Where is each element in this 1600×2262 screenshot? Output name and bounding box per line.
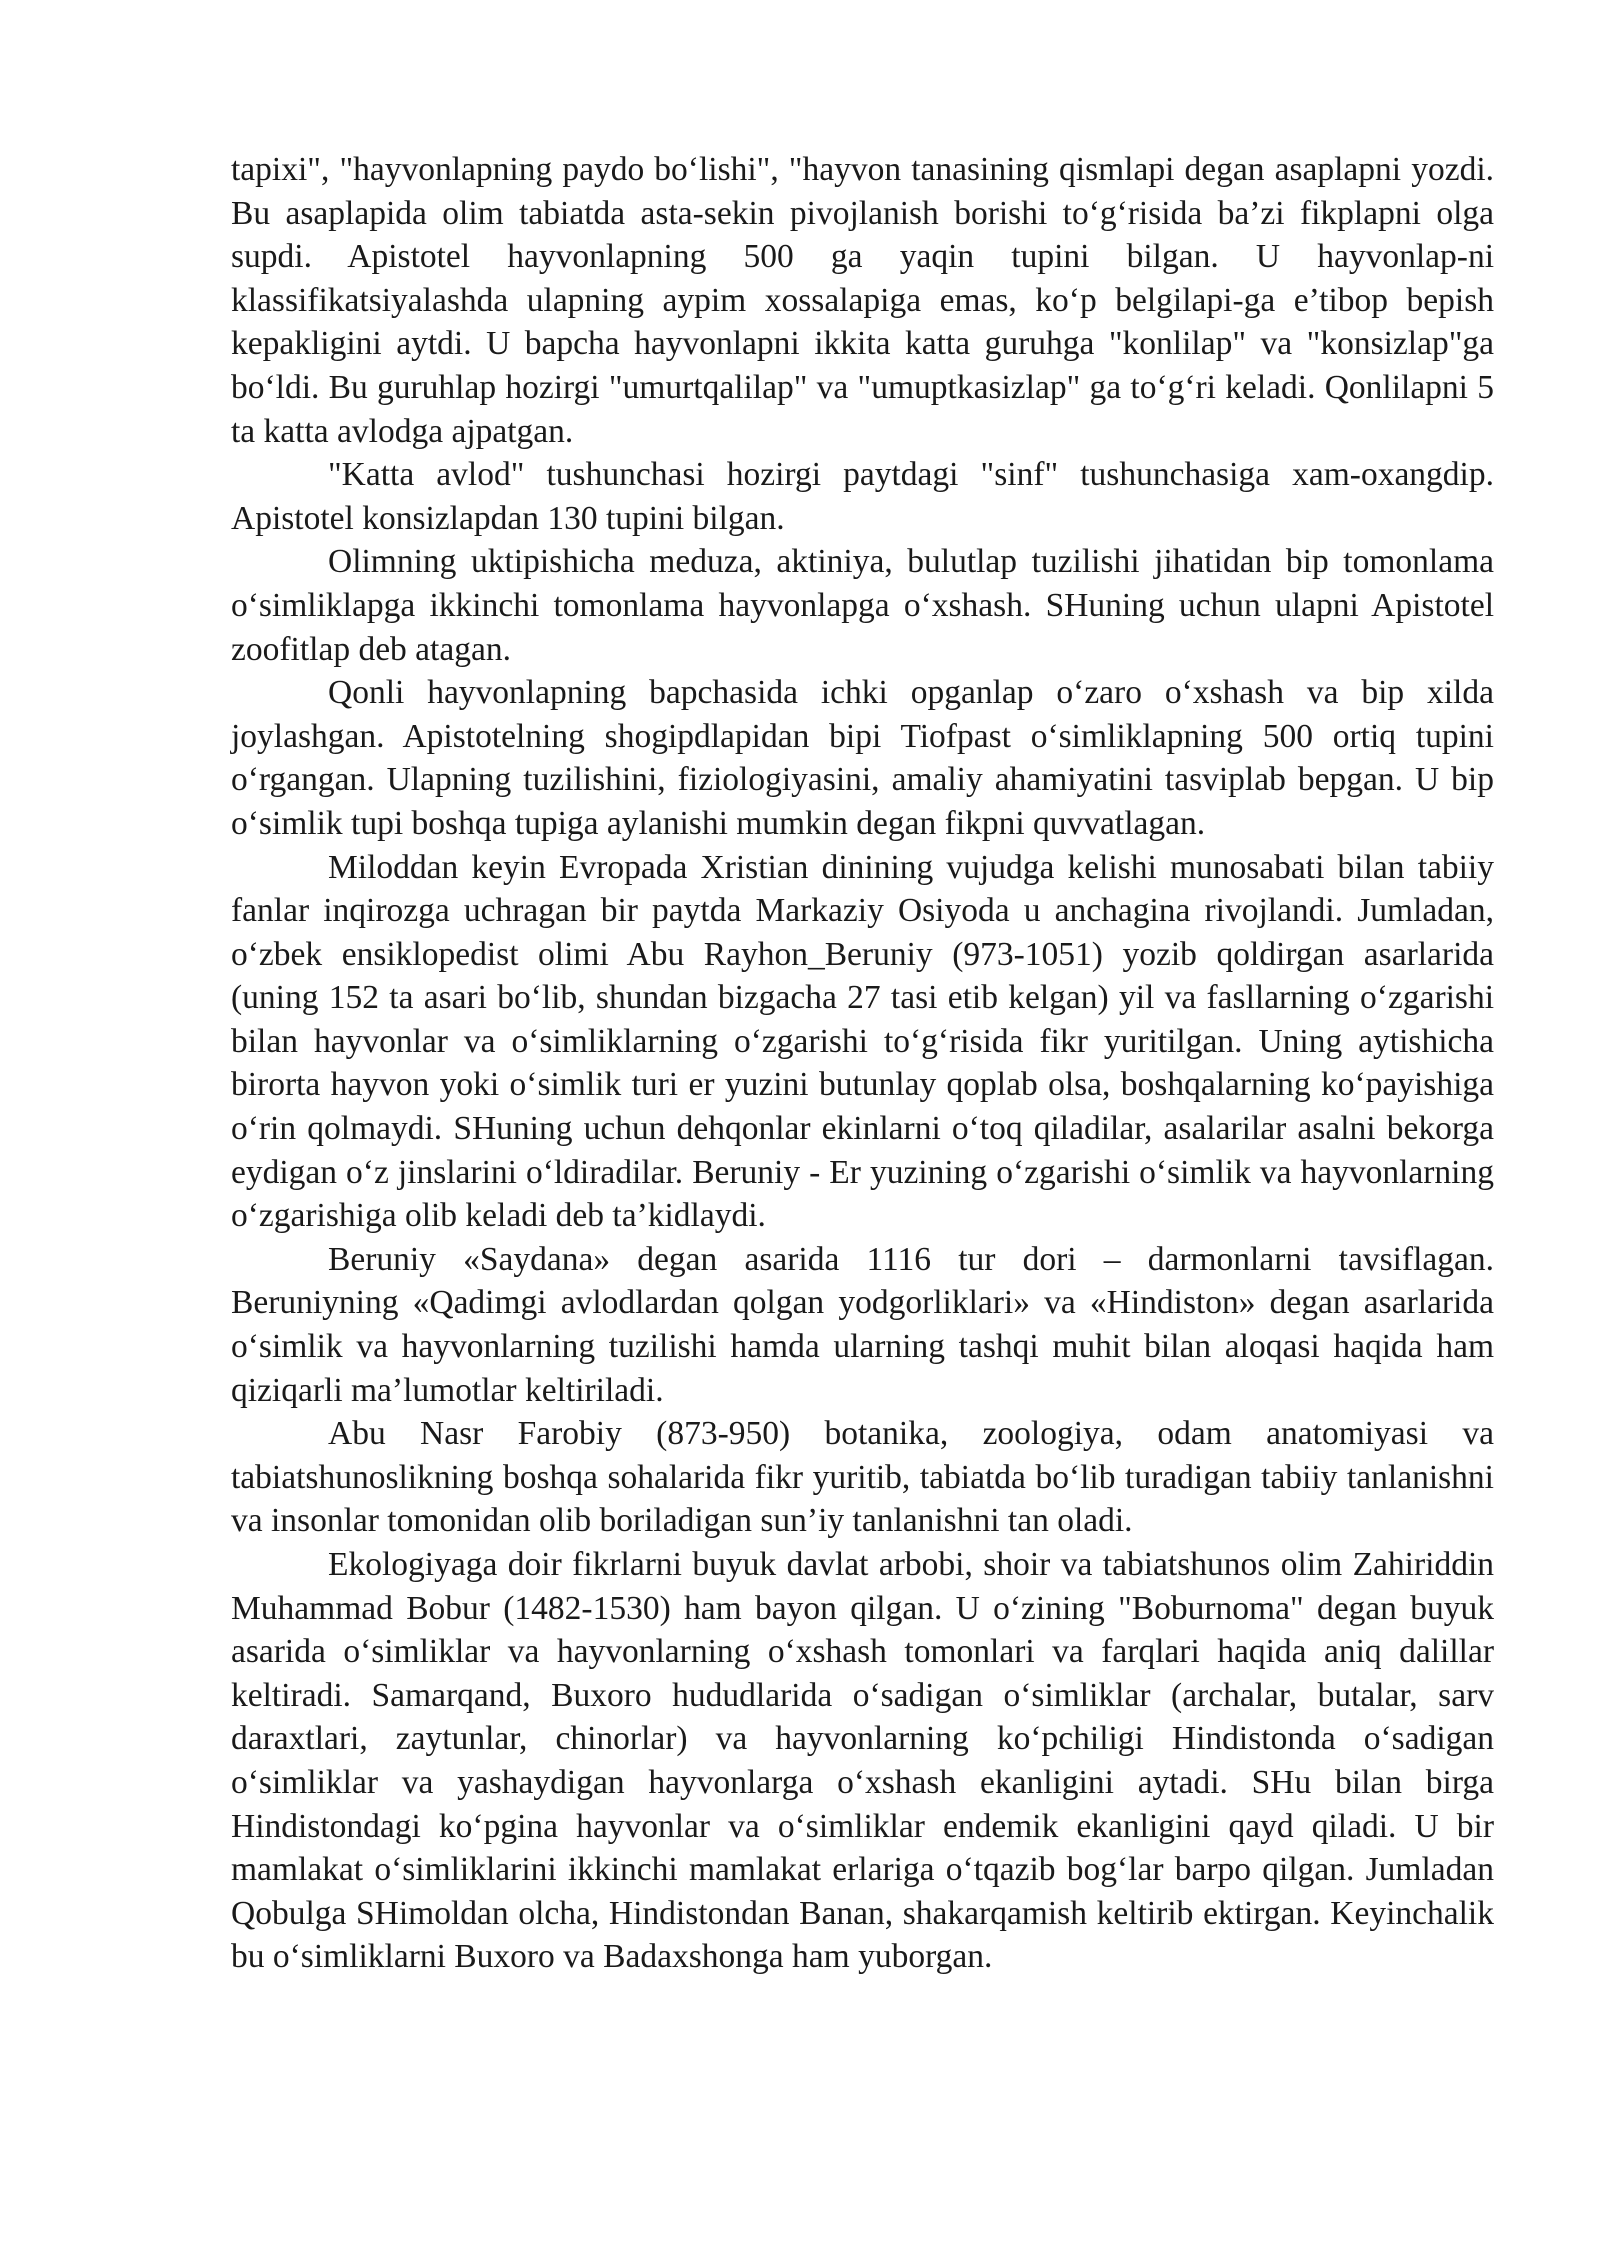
paragraph-aristotle-works: tapixi", "hayvonlapning paydo bo‘lishi", "hayvon tanasining qismlapi degan asaplapni yozdi. Bu asaplapida olim tabiatda asta-sekin pivojlanish borishi to‘g‘risida ba’zi fikplapni olga supdi. Apistotel hayvonlapning 500 ga yaqin tupini bilgan. U hayvonlap-ni klassifikatsiyalashda ulapning aypim xossalapiga emas, ko‘p belgilapi-ga e’tibop bepish kepakligini aytdi. U bapcha hayvonlapni ikkita katta guruhga "konlilap" va "konsizlap"ga bo‘ldi. Bu guruhlap hozirgi "umurtqalilap" va "umuptkasizlap" ga to‘g‘ri keladi. Qonlilapni 5 ta katta avlodga ajpatgan.: [231, 151, 1494, 450]
paragraph-theophrastus: Qonli hayvonlapning bapchasida ichki opganlap o‘zaro o‘xshash va bip xilda joylashgan. Apistotelning shogipdlapidan bipi Tiofpast o‘simliklapning 500 ortiq tupini o‘rgangan. Ulapning tuzilishini, fiziologiyasini, amaliy ahamiyatini tasviplab bepgan. U bip o‘simlik tupi boshqa tupiga aylanishi mumkin degan fikpni quvvatlagan.: [231, 674, 1494, 842]
paragraph-beruniy: Miloddan keyin Evropada Xristian dinining vujudga kelishi munosabati bilan tabiiy fanlar inqirozga uchragan bir paytda Markaziy Osiyoda u anchagina rivojlandi. Jumladan, o‘zbek ensiklopedist olimi Abu Rayhon_Beruniy (973-1051) yozib qoldirgan asarlarida (uning 152 ta asari bo‘lib, shundan bizgacha 27 tasi etib kelgan) yil va fasllarning o‘zgarishi bilan hayvonlar va o‘simliklarning o‘zgarishi to‘g‘risida fikr yuritilgan. Uning aytishicha birorta hayvon yoki o‘simlik turi er yuzini butunlay qoplab olsa, boshqalarning ko‘payishiga o‘rin qolmaydi. SHuning uchun dehqonlar ekinlarni o‘toq qiladilar, asalarilar asalni bekorga eydigan o‘z jinslarini o‘ldiradilar. Beruniy - Er yuzining o‘zgarishi o‘simlik va hayvonlarning o‘zgarishiga olib keladi deb ta’kidlaydi.: [231, 848, 1494, 1235]
paragraph-farobiy: Abu Nasr Farobiy (873-950) botanika, zoologiya, odam anatomiyasi va tabiatshunoslikning boshqa sohalarida fikr yuritib, tabiatda bo‘lib turadigan tabiiy tanlanishni va insonlar tomonidan olib boriladigan sun’iy tanlanishni tan oladi.: [231, 1415, 1494, 1540]
paragraph-saydana: Beruniy «Saydana» degan asarida 1116 tur dori – darmonlarni tavsiflagan. Beruniyning «Qadimgi avlodlardan qolgan yodgorliklari» va «Hindiston» degan asarlarida o‘simlik va hayvonlarning tuzilishi hamda ularning tashqi muhit bilan aloqasi haqida ham qiziqarli ma’lumotlar keltiriladi.: [231, 1240, 1494, 1409]
paragraph-bobur: Ekologiyaga doir fikrlarni buyuk davlat arbobi, shoir va tabiatshunos olim Zahiriddin Muhammad Bobur (1482-1530) ham bayon qilgan. U o‘zining "Boburnoma" degan buyuk asarida o‘simliklar va hayvonlarning o‘xshash tomonlari va farqlari haqida aniq dalillar keltiradi. Samarqand, Buxoro hududlarida o‘sadigan o‘simliklar (archalar, butalar, sarv daraxtlari, zaytunlar, chinorlar) va hayvonlarning ko‘pchiligi Hindistonda o‘sadigan o‘simliklar va yashaydigan hayvonlarga o‘xshash ekanligini aytadi. SHu bilan birga Hindistondagi ko‘pgina hayvonlar va o‘simliklar endemik ekanligini qayd qiladi. U bir mamlakat o‘simliklarini ikkinchi mamlakat erlariga o‘tqazib bog‘lar barpo qilgan. Jumladan Qobulga SHimoldan olcha, Hindistondan Banan, shakarqamish keltirib ektirgan. Keyinchalik bu o‘simliklarni Buxoro va Badaxshonga ham yuborgan.: [231, 1546, 1494, 1976]
document-page: [231, 148, 1494, 1979]
paragraph-katta-avlod: "Katta avlod" tushunchasi hozirgi paytdagi "sinf" tushunchasiga xam-oxangdip. Apistotel konsizlapdan 130 tupini bilgan.: [231, 456, 1494, 537]
paragraph-zoophytes: Olimning uktipishicha meduza, aktiniya, bulutlap tuzilishi jihatidan bip tomonlama o‘simliklapga ikkinchi tomonlama hayvonlapga o‘xshash. SHuning uchun ulapni Apistotel zoofitlap deb atagan.: [231, 543, 1494, 668]
